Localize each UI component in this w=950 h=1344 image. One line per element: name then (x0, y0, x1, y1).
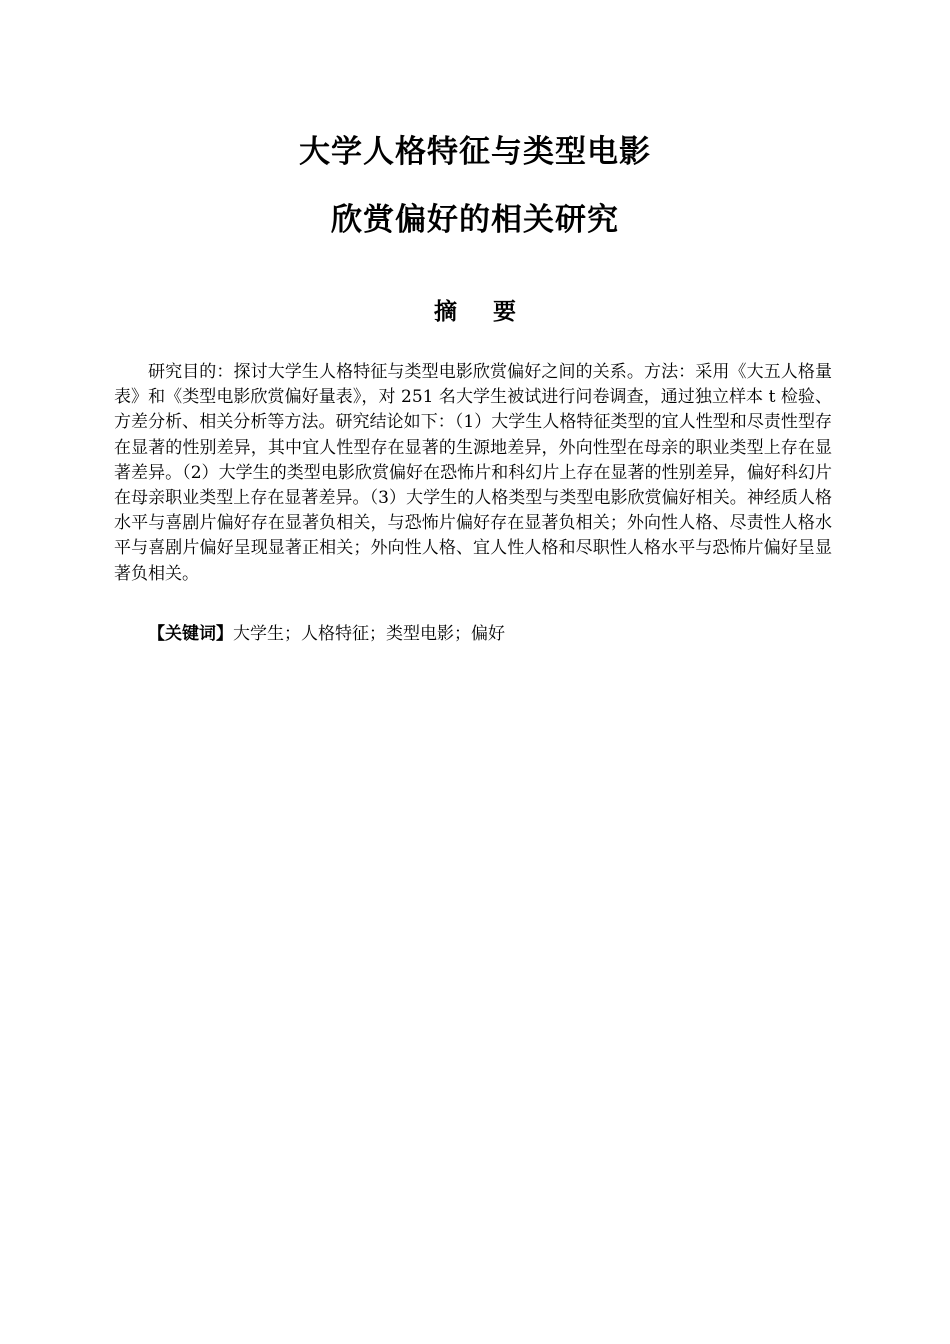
keywords-line (114, 622, 832, 647)
paper-title-line-2: 欣赏偏好的相关研究 (331, 202, 619, 238)
abstract-heading: 摘要 (434, 299, 552, 325)
abstract-body: 研究目的：探讨大学生人格特征与类型电影欣赏偏好之间的关系。方法：采用《大五人格量表》和《类型电影欣赏偏好量表》，对 251 名大学生被试进行问卷调查，通过独立样本 t 检验、方差分析、相关分析等方法。研究结论如下：（1）大学生人格特征类型的宜人性型和尽责性型存在显著的性别差异，其中宜人性型存在显著的生源地差异，外向性型在母亲的职业类型上存在显著差异。（2）大学生的类型电影欣赏偏好在恐怖片和科幻片上存在显著的性别差异，偏好科幻片在母亲职业类型上存在显著差异。（3）大学生的人格类型与类型电影欣赏偏好相关。神经质人格水平与喜剧片偏好存在显著负相关，与恐怖片偏好存在显著负相关；外向性人格、尽责性人格水平与喜剧片偏好呈现显著正相关；外向性人格、宜人性人格和尽职性人格水平与恐怖片偏好呈显著负相关。 (114, 362, 832, 584)
keywords-label: 【关键词】 (148, 624, 233, 644)
keywords-text: 大学生；人格特征；类型电影；偏好 (233, 624, 505, 644)
paper-title-line-1: 大学人格特征与类型电影 (299, 134, 651, 170)
